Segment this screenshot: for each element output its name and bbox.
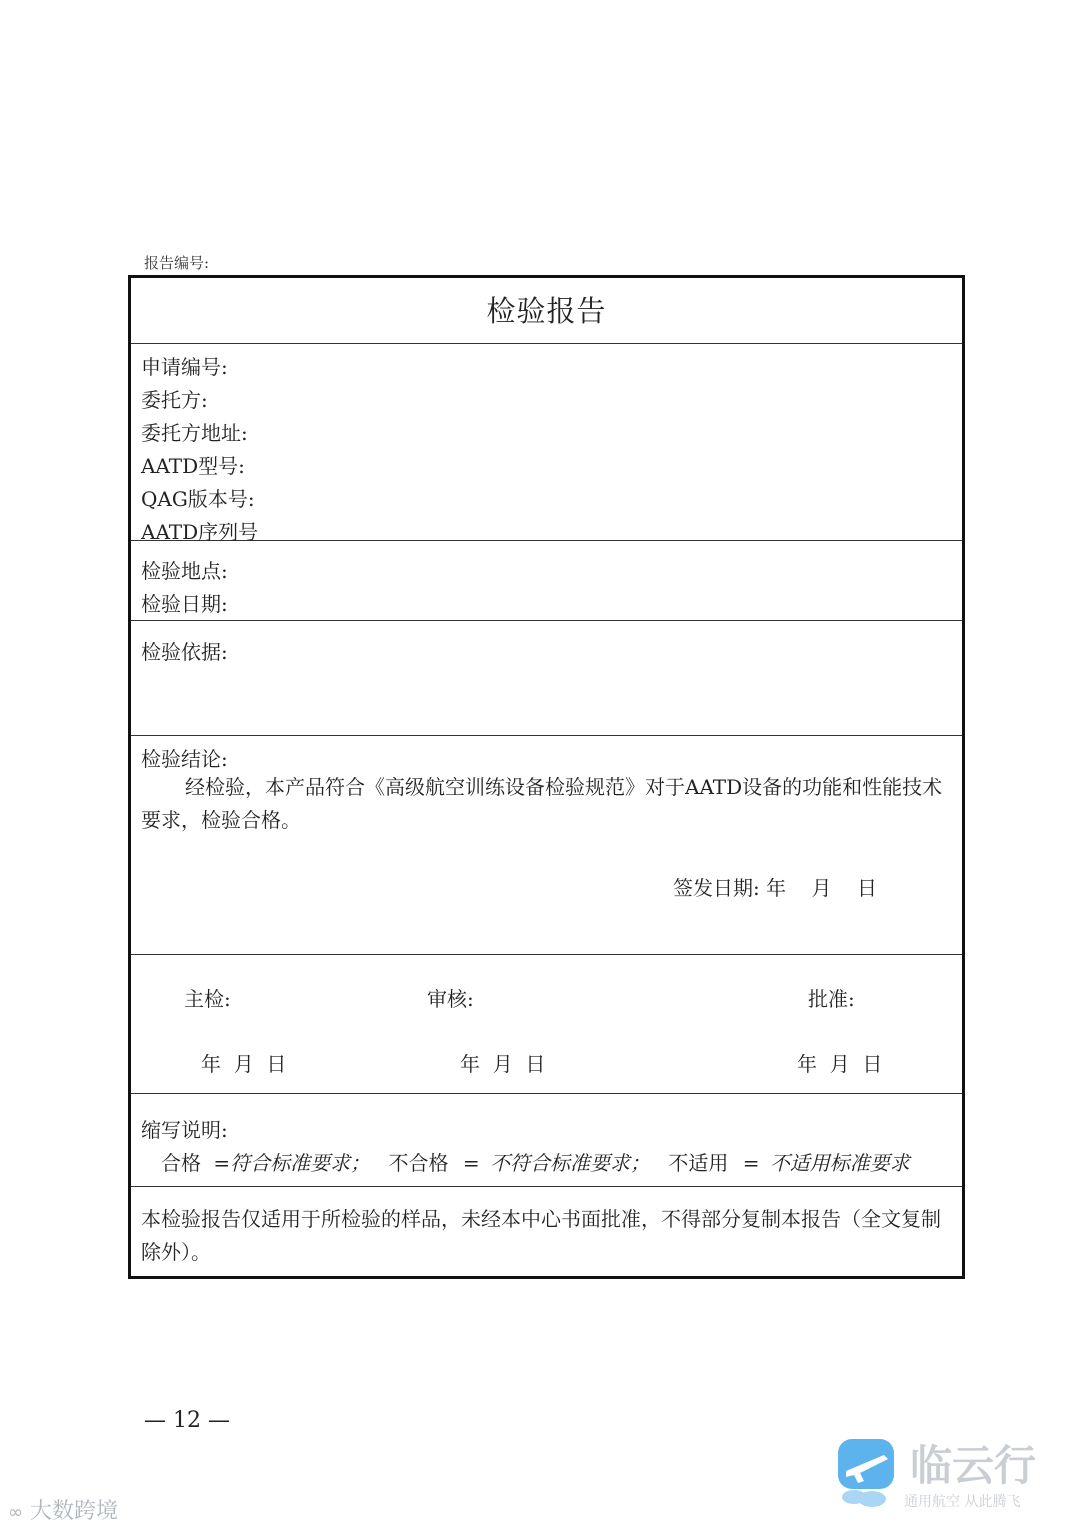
chief-inspector-label: 主检: bbox=[184, 987, 231, 1011]
approver-label: 批准: bbox=[808, 987, 855, 1011]
issue-date: 签发日期: 年 月 日 bbox=[673, 876, 877, 900]
watermark-left bbox=[8, 1494, 118, 1525]
inspection-date-field: 检验日期: bbox=[141, 592, 228, 616]
watermark-right-slogan: 通用航空 从此腾飞 bbox=[904, 1494, 1021, 1510]
conclusion-label: 检验结论: bbox=[141, 747, 228, 771]
abbr-term-na: 不适用 bbox=[668, 1151, 729, 1175]
basis-section bbox=[131, 621, 962, 736]
client-address-field: 委托方地址: bbox=[141, 421, 248, 445]
abbr-term-fail: 不合格 bbox=[388, 1151, 449, 1175]
plane-logo-icon bbox=[836, 1437, 898, 1509]
disclaimer-text: 本检验报告仅适用于所检验的样品，未经本中心书面批准，不得部分复制本报告（全文复制除外）。 bbox=[141, 1207, 941, 1264]
page-number: — 12 — bbox=[144, 1408, 230, 1433]
abbr-meaning-pass: 符合标准要求； bbox=[230, 1151, 371, 1175]
reviewer-label: 审核: bbox=[427, 987, 474, 1011]
conclusion-section bbox=[131, 736, 962, 955]
watermark-right bbox=[836, 1433, 1076, 1523]
report-number-label: 报告编号: bbox=[144, 254, 210, 272]
inspection-report-form bbox=[128, 275, 965, 1279]
conclusion-text: 经检验，本产品符合《高级航空训练设备检验规范》对于AATD设备的功能和性能技术要求，检验合格。 bbox=[141, 775, 943, 832]
aatd-model-field: AATD型号: bbox=[141, 454, 245, 478]
qag-version-field: QAG版本号: bbox=[141, 487, 255, 511]
abbr-eq-fail: = bbox=[462, 1151, 480, 1175]
watermark-left-icon: ∞ bbox=[8, 1502, 23, 1523]
abbr-eq-pass: = bbox=[213, 1151, 231, 1175]
inspection-section bbox=[131, 541, 962, 621]
inspection-location-field: 检验地点: bbox=[141, 559, 228, 583]
abbr-term-pass: 合格 bbox=[161, 1151, 201, 1175]
application-number-field: 申请编号: bbox=[141, 355, 228, 379]
abbreviation-list bbox=[161, 1147, 910, 1176]
abbreviation-label: 缩写说明: bbox=[141, 1118, 228, 1142]
abbr-eq-na: = bbox=[742, 1151, 760, 1175]
applicant-section bbox=[131, 344, 962, 544]
disclaimer-section bbox=[131, 1187, 962, 1276]
watermark-left-text: 大数跨境 bbox=[30, 1499, 119, 1524]
reviewer-date: 年 月 日 bbox=[460, 1052, 546, 1076]
watermark-right-title: 临云行 bbox=[910, 1441, 1037, 1490]
client-field: 委托方: bbox=[141, 388, 208, 412]
abbr-meaning-fail: 不符合标准要求； bbox=[489, 1151, 650, 1175]
signature-section bbox=[131, 955, 962, 1094]
abbreviation-section bbox=[131, 1094, 962, 1187]
abbr-meaning-na: 不适用标准要求 bbox=[769, 1151, 910, 1175]
approver-date: 年 月 日 bbox=[797, 1052, 883, 1076]
inspection-basis-field: 检验依据: bbox=[141, 640, 228, 664]
form-title: 检验报告 bbox=[131, 278, 962, 344]
chief-inspector-date: 年 月 日 bbox=[201, 1052, 287, 1076]
aatd-serial-field: AATD序列号 bbox=[141, 520, 259, 544]
